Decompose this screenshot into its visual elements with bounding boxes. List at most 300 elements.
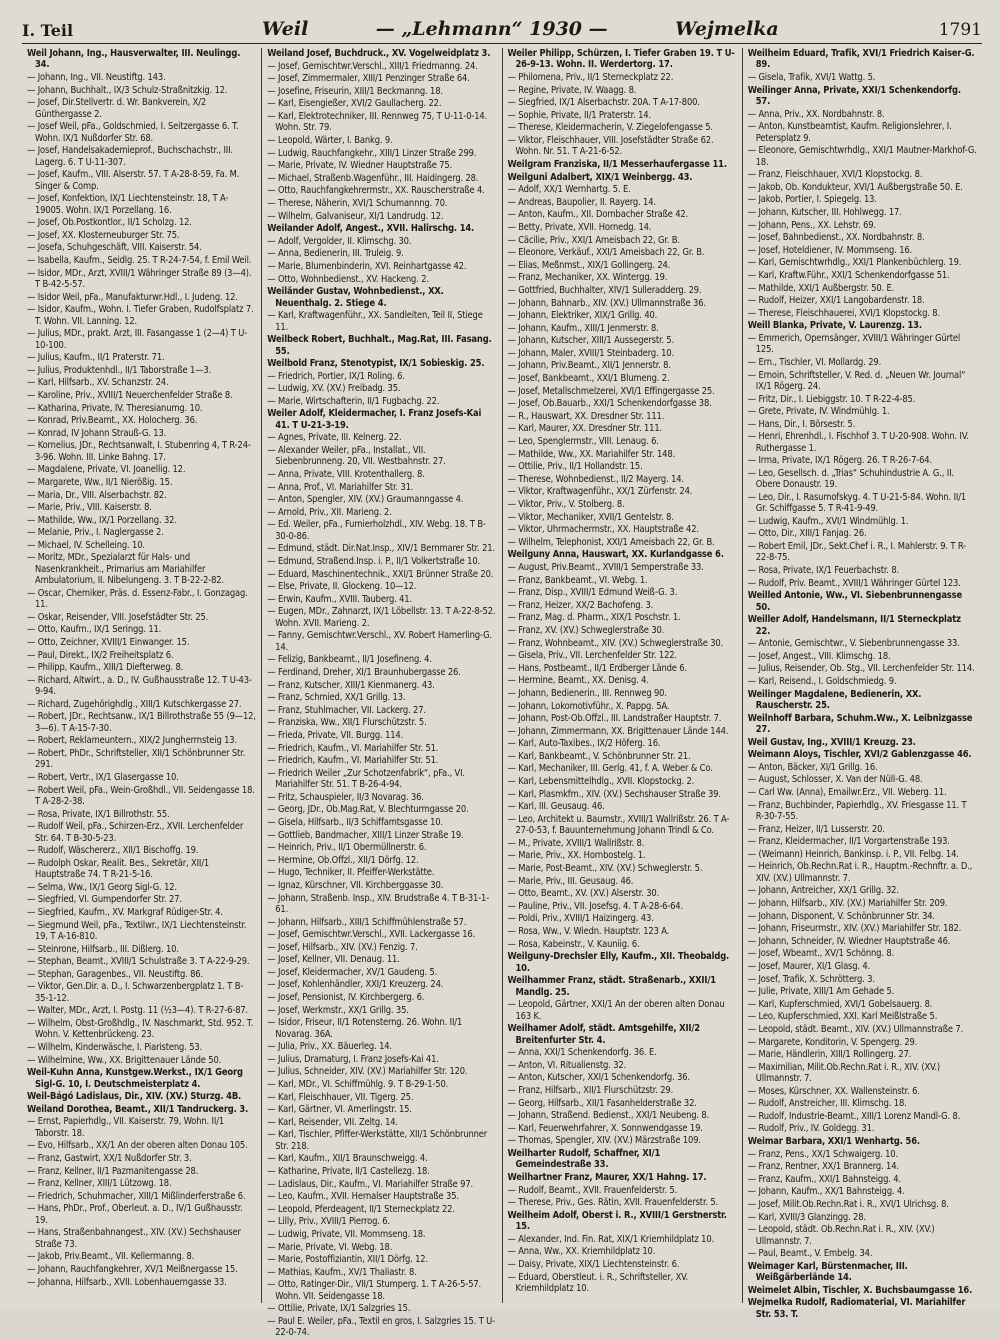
directory-entry: — Johann, Priv.Beamt., XII/1 Jennerstr. 8. xyxy=(507,360,671,372)
directory-entry: — Josef Weil, pFa., Goldschmied, I. Seitzergasse 6. T. Wohn. IX/1 Nußdorfer Str. 68. xyxy=(27,121,239,144)
directory-entry: — Franz, Fleischhauer, XVI/1 Klopstockg. 8. xyxy=(747,169,923,181)
directory-entry: Weiler Adolf, Kleidermacher, I. Franz Josefs-Kai 41. T U-21-3-19. xyxy=(267,408,482,431)
directory-entry: — Karl, Kaufm., XII/1 Braunschweigg. 4. xyxy=(267,1153,428,1165)
directory-entry: — Antonie, Gemischtwr., V. Siebenbrunnengasse 33. xyxy=(747,638,960,650)
directory-entry: — Franz, Hilfsarb., XII/1 Flurschützstr. 29. xyxy=(507,1084,674,1096)
directory-entry: — Franz, Pens., XX/1 Schwaigerg. 10. xyxy=(747,1148,898,1160)
directory-entry: — Josef, Hilfsarb., XIV. (XV.) Fenzig. 7. xyxy=(267,941,418,953)
directory-entry: — Josef, Kaufm., VIII. Alserstr. 57. T A-28-8-59, Fa. M. Singer & Comp. xyxy=(27,169,240,192)
directory-entry: — Karl, Kraftwagenführ., XX. Sandleiten, Teil II, Stiege 11. xyxy=(267,310,483,333)
directory-entry: — Rosa, Private, IX/1 Billrothstr. 55. xyxy=(27,808,170,820)
directory-entry: — Cäcilie, Priv., XXI/1 Ameisbach 22, Gr. B. xyxy=(507,234,680,246)
directory-entry: — Johann, Hilfsarb., XIII/1 Schiffmühlenstraße 57. xyxy=(267,916,467,928)
directory-entry: — Ernoin, Schriftsteller, V. Red. d. „Neuen Wr. Journal“ IX/1 Rögerg. 24. xyxy=(747,369,966,392)
directory-entry: — Regine, Private, IV. Waagg. 8. xyxy=(507,84,637,96)
directory-entry: — Ottilie, Priv., II/1 Hollandstr. 15. xyxy=(507,461,643,473)
directory-entry: — Anton, Kutscher, XXI/1 Schenkendorfg. 36. xyxy=(507,1072,690,1084)
directory-entry: — Johann, Rauchfangkehrer, XV/1 Meißnergasse 15. xyxy=(27,1263,238,1275)
directory-entry: — Franz, Gastwirt, XX/1 Nußdorfer Str. 3. xyxy=(27,1152,192,1164)
directory-entry: — Josef, Handelsakademieprof., Buchschachstr., III. Lagerg. 6. T U-11-307. xyxy=(27,145,233,168)
directory-entry: — Julia, Priv., XX. Bäuerleg. 14. xyxy=(267,1041,392,1053)
directory-entry: — Grete, Private, IV. Windmühlg. 1. xyxy=(747,406,890,418)
directory-entry: — Heinrich, Priv., II/1 Obermüllnerstr. 6. xyxy=(267,842,427,854)
directory-entry: — Viktor, Gen.Dir. a. D., I. Schwarzenbergplatz 1. T B-35-1-12. xyxy=(27,981,244,1004)
last-entry-word: Wejmelka xyxy=(675,18,779,40)
directory-entry: — Franz, Schmied, XX/1 Grillg. 13. xyxy=(267,692,406,704)
directory-entry: — Fritz, Schauspieler, II/3 Novarag. 36. xyxy=(267,791,424,803)
directory-entry: — Ludwig, Rauchfangkehr., XIII/1 Linzer Straße 299. xyxy=(267,147,477,159)
entry-columns xyxy=(22,48,982,1339)
directory-entry: — Marie, Priv., III. Geusaug. 46. xyxy=(507,875,634,887)
directory-entry: — August, Schlosser, X. Van der Nüll-G. 48. xyxy=(747,774,923,786)
directory-entry: Wejmelka Rudolf, Radiomaterial, VI. Mariahilfer Str. 53. T. xyxy=(747,1297,966,1320)
directory-entry: — Fanny, Gemischtwr.Verschl., XV. Robert Hamerling-G. 14. xyxy=(267,630,492,653)
directory-entry: — Siegmund Weil, pFa., Textilwr., IX/1 Liechtensteinstr. 19, T A-16-810. xyxy=(27,919,247,942)
directory-entry: — Josef, Gemischtwr.Verschl., XVII. Lackergasse 16. xyxy=(267,929,476,941)
directory-entry: — (Weimann) Heinrich, Bankinsp. i. P., VII. Felbg. 14. xyxy=(747,848,959,860)
directory-entry: — Josef, Kleidermacher, XV/1 Gaudeng. 5. xyxy=(267,966,438,978)
directory-entry: — Hermine, Beamt., XX. Denisg. 4. xyxy=(507,675,649,687)
directory-entry: — Rudolf, Priv., IV. Goldegg. 31. xyxy=(747,1123,875,1135)
directory-entry: — Wilhelm, Galvaniseur, XI/1 Landrudg. 12. xyxy=(267,210,444,222)
directory-entry: — Julius, Kaufm., II/1 Praterstr. 71. xyxy=(27,352,165,364)
directory-entry: — Mathias, Kaufm., XV/1 Thaliastr. 8. xyxy=(267,1266,417,1278)
directory-entry: — Rudolf, Beamt., XVII. Frauenfelderstr. 5. xyxy=(507,1184,678,1196)
directory-entry: — Josef, Wbeamt., XV/1 Schönng. 8. xyxy=(747,948,895,960)
directory-entry: — Johann, Friseurmstr., XIV. (XV.) Mariahilfer Str. 182. xyxy=(747,923,962,935)
directory-entry: — Georg, Hilfsarb., XII/1 Fasanhelderstraße 32. xyxy=(507,1097,697,1109)
directory-entry: — Marie, Händlerin, XIII/1 Rollingerg. 27. xyxy=(747,1049,912,1061)
section-label: I. Teil xyxy=(22,21,74,40)
directory-entry: — Siegfried, IX/1 Alserbachstr. 20A. T A-17-800. xyxy=(507,97,700,109)
directory-entry: — Karl, Mechaniker, III. Gerlg. 41, f. A. Weber & Co. xyxy=(507,763,713,775)
directory-entry: — Isidor, Friseur, II/1 Rotensterng. 26. Wohn. II/1 Novarag. 36A. xyxy=(267,1017,463,1040)
directory-entry: — Hermine, Ob.Offzl., XII/1 Dörfg. 12. xyxy=(267,854,419,866)
directory-entry: — Marie, Priv., XX. Hornbostelg. 1. xyxy=(507,850,646,862)
directory-entry: — Ernst, Papierhdlg., VII. Kaiserstr. 79, Wohn. II/1 Taborstr. 18. xyxy=(27,1116,225,1139)
directory-entry: — Hans, Dir., I. Börsestr. 5. xyxy=(747,418,856,430)
directory-entry: — Magdalene, Private, VI. Joanellig. 12. xyxy=(27,464,186,476)
directory-entry: — Karl, Fleischhauer, VII. Tigerg. 25. xyxy=(267,1091,414,1103)
directory-entry: — Viktor, Kraftwagenführ., XX/1 Zürfenstr. 24. xyxy=(507,486,693,498)
directory-entry: — Karl, Auto-Taxibes., IX/2 Höferg. 16. xyxy=(507,738,661,750)
directory-entry: — Franz, Kleidermacher, II/1 Vorgartenstraße 193. xyxy=(747,836,950,848)
directory-entry: — Leopold, Wärter, I. Bankg. 9. xyxy=(267,134,393,146)
directory-entry: — Johann, Elektriker, XIX/1 Grillg. 40. xyxy=(507,310,658,322)
column-4 xyxy=(743,48,982,1320)
first-entry-word: Weil xyxy=(262,18,309,40)
directory-entry: — Josef, Maurer, XI/1 Glasg. 4. xyxy=(747,960,871,972)
directory-entry: Weilguny Anna, Hauswart, XX. Kurlandgasse 6. xyxy=(507,549,724,561)
directory-entry: — Franz, Disp., XVIII/1 Edmund Weiß-G. 3. xyxy=(507,587,678,599)
directory-entry: — Else, Private, II. Glockeng. 10—12. xyxy=(267,581,417,593)
directory-entry: Weimelet Albin, Tischler, X. Buchsbaumgasse 16. xyxy=(747,1284,973,1296)
directory-entry: — Franz, Wohnbeamt., XIV. (XV.) Schweglerstraße 30. xyxy=(507,637,724,649)
directory-entry: — Anton, Bäcker, XI/1 Grillg. 16. xyxy=(747,761,878,773)
directory-entry: — Karl, III. Geusaug. 46. xyxy=(507,801,605,813)
directory-entry: — Steinrone, Hilfsarb., III. Dißlerg. 10. xyxy=(27,943,179,955)
directory-entry: — Thomas, Spengler, XIV. (XV.) Märzstraße 109. xyxy=(507,1135,701,1147)
directory-entry: — Julius, MDr., prakt. Arzt, III. Fasangasse 1 (2—4) T U-10-100. xyxy=(27,328,248,351)
directory-entry: — Karl, Reisend., I. Goldschmiedg. 9. xyxy=(747,676,897,688)
directory-entry: — Philomena, Priv., II/1 Sterneckplatz 22. xyxy=(507,72,674,83)
directory-entry: — Viktor, Uhrmachermstr., XX. Hauptstraße 42. xyxy=(507,524,699,536)
directory-entry: — Gottlieb, Bandmacher, XIII/1 Linzer Straße 19. xyxy=(267,829,464,841)
directory-entry: — Marie, Private, VI. Webg. 18. xyxy=(267,1241,393,1253)
directory-entry: — Elias, Meßnmst., XIX/1 Gollingerg. 24. xyxy=(507,259,671,271)
directory-entry: — Ern., Tischler, VI. Mollardg. 29. xyxy=(747,356,882,368)
directory-entry: — Daisy, Private, XIX/1 Liechtensteinstr. 6. xyxy=(507,1258,680,1270)
directory-entry: — Maria, Dr., VIII. Alserbachstr. 82. xyxy=(27,489,167,501)
directory-entry: — Johann, Disponent, V. Schönbrunner Str. 34. xyxy=(747,910,935,922)
directory-entry: — Rudolf Weil, pFa., Schirzen-Erz., XVII. Lerchenfelder Str. 64. T B-30-5-23. xyxy=(27,821,244,844)
directory-entry: — Franz, Bankbeamt., VI. Webg. 1. xyxy=(507,574,648,586)
directory-entry: — Ludwig, Kaufm., XVI/1 Windmühlg. 1. xyxy=(747,515,909,527)
directory-entry: Weilgram Franziska, II/1 Messerhaufergasse 11. xyxy=(507,158,727,170)
directory-entry: — Karl, Lebensmittelhdlg., XVII. Klopstockg. 2. xyxy=(507,776,695,788)
directory-entry: — Eleonore, Verkäuf., XXI/1 Ameisbach 22, Gr. B. xyxy=(507,247,705,259)
directory-entry: Weimager Karl, Bürstenmacher, III. Weißgärberlände 14. xyxy=(747,1260,908,1284)
directory-entry: — Robert Weil, pFa., Wein-Großhdl., VII. Seidengasse 18. T A-28-2-38. xyxy=(27,784,255,808)
directory-entry: — Otto, Wohnbedienst., XV. Hackeng. 2. xyxy=(267,273,429,285)
directory-entry: — Gottfried, Buchhalter, XIV/1 Sulleradderg. 29. xyxy=(507,284,702,296)
directory-entry: — Arnold, Priv., XII. Marieng. 2. xyxy=(267,506,392,518)
directory-entry: — Therese, Kleidermacherin, V. Ziegelofengasse 5. xyxy=(507,122,713,134)
directory-entry: — Franz, Rentner, XX/1 Brannerg. 14. xyxy=(747,1161,899,1173)
directory-entry: — Viktor, Mechaniker, XVII/1 Gentelstr. 8. xyxy=(507,511,674,523)
directory-entry: — Stephan, Beamt., XVIII/1 Schulstraße 3. T A-22-9-29. xyxy=(27,956,250,968)
directory-entry: — Julius, Schneider, XIV. (XV.) Mariahilfer Str. 120. xyxy=(267,1066,468,1078)
directory-entry: — Josef, Werkmstr., XX/1 Grillg. 35. xyxy=(267,1004,409,1016)
directory-entry: — Karl, Eisengießer, XVI/2 Gaullacherg. 22. xyxy=(267,98,442,110)
directory-entry: Weilharter Rudolf, Schaffner, XI/1 Gemeindestraße 33. xyxy=(507,1147,661,1171)
directory-entry: — Robert, Vertr., IX/1 Glasergasse 10. xyxy=(27,772,179,784)
directory-entry: — Leo, Gesellsch. d. „Trias“ Schuhindustrie A. G., II. Obere Donaustr. 19. xyxy=(747,467,954,491)
directory-entry: — Franz, Kaufm., XXI/1 Bahnsteigg. 4. xyxy=(747,1173,901,1185)
directory-entry: — Eduard, Maschinentechnik., XXI/1 Brünner Straße 20. xyxy=(267,568,494,580)
directory-entry: Weimann Aloys, Tischler, XVI/2 Gablenzgasse 46. xyxy=(747,749,972,761)
directory-entry: — M., Private, XVIII/1 Wallrißstr. 8. xyxy=(507,837,645,849)
directory-entry: — Johann, Bahnarb., XIV. (XV.) Ullmannstraße 36. xyxy=(507,297,706,309)
directory-entry: — Jakob, Ob. Kondukteur, XVI/1 Außbergstraße 50. E. xyxy=(747,181,963,193)
directory-entry: — Karoline, Priv., XVIII/1 Neuerchenfelder Straße 8. xyxy=(27,389,233,401)
directory-entry: — Otto, Zeichner, XVIII/1 Einwanger. 15. xyxy=(27,637,190,649)
directory-entry: — Johann, Post-Ob.Offzl., III. Landstraßer Hauptstr. 7. xyxy=(507,713,722,725)
directory-entry: — Mathilde, Ww., XX. Mariahilfer Str. 148. xyxy=(507,448,676,460)
directory-entry: — Johann, Hilfsarb., XIV. (XV.) Mariahilfer Str. 209. xyxy=(747,897,948,909)
directory-entry: — Rudolf, Industrie-Beamt., XIII/1 Lorenz Mandl-G. 8. xyxy=(747,1110,961,1122)
directory-entry: — Selma, Ww., IX/1 Georg Sigl-G. 12. xyxy=(27,881,177,893)
column-2 xyxy=(262,48,502,1339)
directory-entry: — Robert, PhDr., Schriftsteller, XII/1 Schönbrunner Str. 291. xyxy=(27,748,246,771)
directory-entry: — Anton, VI. Ritualienstg. 32. xyxy=(507,1059,627,1071)
directory-entry: — Ladislaus, Dir., Kaufm., VI. Mariahilfer Straße 97. xyxy=(267,1178,474,1190)
directory-entry: — Karl, Plasmkfm., XIV. (XV.) Sechshauser Straße 39. xyxy=(507,788,721,800)
directory-entry: — Johann, Kutscher, XIII/1 Aussegerstr. 5. xyxy=(507,335,675,347)
directory-entry: — Johann, Kaufm., XX/1 Bahnsteigg. 4. xyxy=(747,1186,905,1198)
directory-entry: — Karl, Bankbeamt., V. Schönbrunner Str. 21. xyxy=(507,750,691,762)
directory-entry: — Leo, Dir., I. Rasumofskyg. 4. T U-21-5-84. Wohn. II/1 Gr. Schiffgasse 5. T R-41-9-49. xyxy=(747,491,967,515)
column-1 xyxy=(22,48,262,1303)
directory-entry: — Johann, Straßenb. Insp., XIV. Brudstraße 4. T B-31-1-61. xyxy=(267,892,490,915)
directory-entry: — Viktor, Priv., V. Stolberg. 8. xyxy=(507,499,625,510)
directory-entry: — Ignaz, Kürschner, VII. Kirchberggasse 30. xyxy=(267,879,444,891)
directory-entry: — Margarete, Ww., II/1 Nierößig. 15. xyxy=(27,476,173,488)
directory-entry: — Richard, Altwirt., a. D., IV. Gußhausstraße 12. T U-43-9-94. xyxy=(27,674,252,698)
directory-entry: Weilhammer Franz, städt. Straßenarb., XXII/1 Mandlg. 25. xyxy=(507,975,716,998)
directory-entry: — Evo, Hilfsarb., XX/1 An der oberen alten Donau 105. xyxy=(27,1140,248,1152)
directory-entry: Weilander Adolf, Angest., XVII. Halirschg. 14. xyxy=(267,223,475,235)
directory-entry: Weiland Josef, Buchdruck., XV. Vogelweidplatz 3. xyxy=(267,48,491,59)
directory-entry: — Karl, MDr., VI. Schiffmühlg. 9. T B-29-1-50. xyxy=(267,1079,449,1091)
directory-entry: — Anton, Spengler, XIV. (XV.) Graumanngasse 4. xyxy=(267,494,464,506)
directory-entry: — Josefa, Schuhgeschäft, VIII. Kaiserstr. 54. xyxy=(27,242,202,254)
directory-entry: — Gisela, Trafik, XVI/1 Wattg. 5. xyxy=(747,72,876,83)
directory-entry: — Siegfried, Kaufm., XV. Markgraf Rüdiger-Str. 4. xyxy=(27,907,223,918)
directory-entry: — Rudolph Oskar, Realit. Bes., Sekretär, XII/1 Hauptstraße 74. T R-21-5-16. xyxy=(27,857,210,881)
directory-entry: — Siegfried, VI. Gumpendorfer Str. 27. xyxy=(27,894,182,906)
directory-entry: — Marie, Post-Beamt., XIV. (XV.) Schweglerstr. 5. xyxy=(507,863,703,875)
page-number: 1791 xyxy=(938,20,982,40)
directory-entry: — Wilhelmine, Ww., XX. Brigittenauer Lände 50. xyxy=(27,1054,222,1066)
directory-entry: — Friedrich Weiler „Zur Schotzenfabrik“, pFa., VI. Mariahilfer Str. 51. T B-26-4-94. xyxy=(267,767,465,791)
directory-entry: — Karl, Maurer, XX. Dresdner Str. 111. xyxy=(507,423,663,435)
directory-entry: Weilguny-Drechsler Elly, Kaufm., XII. Theobaldg. 10. xyxy=(507,951,730,974)
directory-entry: — Julius, Reisender, Ob. Stg., VII. Lerchenfelder Str. 114. xyxy=(747,663,975,675)
directory-entry: — Rosa, Kabeinstr., V. Kauniig. 6. xyxy=(507,938,640,950)
directory-entry: — Frieda, Private, VII. Burgg. 114. xyxy=(267,729,404,741)
directory-entry: Weil Johann, Ing., Hausverwalter, III. Neulingg. 34. xyxy=(27,48,241,71)
directory-entry: — Michael, Straßenb.Wagenführ., III. Haidingerg. 28. xyxy=(267,172,479,184)
directory-entry: — Josef, Kohlenhändler, XXI/1 Kreuzerg. 24. xyxy=(267,979,444,991)
directory-entry: — Melanie, Priv., I. Naglergasse 2. xyxy=(27,527,164,539)
directory-entry: — Therese, Priv., Ges. Rätin, XVII. Frauenfelderstr. 5. xyxy=(507,1197,719,1209)
directory-entry: — Oscar, Chemiker, Präs. d. Essenz-Fabr., I. Gonzagag. 11. xyxy=(27,587,248,611)
directory-entry: — Otto, Beamt., XV. (XV.) Alserstr. 30. xyxy=(507,888,660,900)
directory-entry: — Julie, Private, XIII/1 Am Gehade 5. xyxy=(747,986,895,998)
directory-entry: — Robert, JDr., Rechtsanw., IX/1 Billrothstraße 55 (9—12, 3—6). T A-15-7-30. xyxy=(27,711,256,734)
directory-entry: — Therese, Fleischhauerei, XVI/1 Klopstockg. 8. xyxy=(747,307,940,319)
directory-entry: — Wilhelm, Telephonist, XXI/1 Ameisbach 22, Gr. B. xyxy=(507,536,715,548)
directory-entry: — Katharina, Private, IV. Theresianumg. 10. xyxy=(27,402,203,414)
directory-entry: — Rosa, Private, IX/1 Feuerbachstr. 8. xyxy=(747,565,899,577)
directory-entry: — Karl, Gemischtwrhdlg., XXI/1 Plankenbüchlerg. 19. xyxy=(747,257,962,269)
directory-entry: — Josef, Metallschmelzerei, XVI/1 Effingergasse 25. xyxy=(507,385,715,397)
directory-entry: — Ed. Weiler, pFa., Furnierholzhdl., XIV. Webg. 18. T B-30-0-86. xyxy=(267,519,486,542)
directory-entry: — Leo, Kupferschmied, XXI. Karl Meißlstraße 5. xyxy=(747,1011,938,1023)
directory-entry: — Hans, Postbeamt., II/1 Erdberger Lände 6. xyxy=(507,662,687,674)
directory-entry: — Karl, XVIII/3 Glanzingg. 28. xyxy=(747,1211,866,1223)
directory-entry: — Isabella, Kaufm., Seidlg. 25. T R-24-7-54, f. Emil Weil. xyxy=(27,254,252,266)
directory-entry: — Therese, Wohnbedienst., II/2 Mayerg. 14. xyxy=(507,473,684,485)
directory-entry: Weilhamer Adolf, städt. Amtsgehilfe, XII/2 Breitenfurter Str. 4. xyxy=(507,1023,700,1046)
directory-entry: — Hans, Straßenbahnangest., XIV. (XV.) Sechshauser Straße 73. xyxy=(27,1227,241,1250)
directory-entry: — Gisela, Priv., VII. Lerchenfelder Str. 122. xyxy=(507,650,677,662)
directory-entry: — Leo, Spenglermstr., VIII. Lenaug. 6. xyxy=(507,436,659,448)
directory-entry: Weilnhoff Barbara, Schuhm.Ww., X. Leibnizgasse 27. xyxy=(747,712,973,736)
directory-entry: Weilbeck Robert, Buchhalt., Mag.Rat, III. Fasang. 55. xyxy=(267,334,492,357)
directory-entry: — Karl, Elektrotechniker, III. Rennweg 75, T U-11-0-14. Wohn. Str. 79. xyxy=(267,110,488,134)
directory-entry: — Josef, Hoteldiener, IV. Mommseng. 16. xyxy=(747,244,913,256)
directory-entry: — Marie, Postoffiziantin, XII/1 Dörfg. 12. xyxy=(267,1254,428,1266)
directory-entry: — Friedrich, Portier, IX/1 Roling. 6. xyxy=(267,370,405,382)
column-3 xyxy=(503,48,743,1303)
directory-entry: Weil Gustav, Ing., XVIII/1 Kreuzg. 23. xyxy=(747,736,916,748)
directory-entry: — Therese, Näherin, XVI/1 Schumannng. 70. xyxy=(267,197,448,209)
directory-entry: — Moritz, MDr., Spezialarzt für Hals- und Nasenkrankheit., Primarius am Mariahilfer Ambulatorium, II. Nibelungeng. 3. T B-22-2-82. xyxy=(27,552,224,587)
directory-entry: — Rudolf, Priv. Beamt., XVIII/1 Währinger Gürtel 123. xyxy=(747,577,961,589)
directory-entry: — Konrad, IV Johann Strauß-G. 13. xyxy=(27,427,167,439)
directory-entry: — Andreas, Baupolier, II. Rayerg. 14. xyxy=(507,196,656,208)
directory-entry: — Karl, Hilfsarb., XV. Schanzstr. 24. xyxy=(27,377,169,389)
directory-entry: — Alexander Weiler, pFa., Installat., VII. Siebenbrunneng. 20, VII. Westbahnstr. 27. xyxy=(267,445,446,468)
directory-entry: — Betty, Private, XVII. Hornedg. 14. xyxy=(507,221,652,233)
directory-entry: — Johann, Pens., XX. Lehstr. 69. xyxy=(747,219,876,231)
directory-entry: — Franz, Mag. d. Pharm., XIX/1 Poschstr. 1. xyxy=(507,612,681,624)
directory-entry: — Marie, Private, IV. Wiedner Hauptstraße 75. xyxy=(267,160,453,172)
directory-entry: — Hugo, Techniker, II. Pfeiffer-Werkstätte. xyxy=(267,867,435,879)
directory-entry: — Irma, Private, IX/1 Rögerg. 26. T R-26-7-64. xyxy=(747,455,932,467)
directory-entry: — Franz, Heizer, II/1 Lusserstr. 20. xyxy=(747,823,885,835)
directory-entry: — Johanna, Hilfsarb., XVII. Lobenhauerngasse 33. xyxy=(27,1276,227,1288)
directory-entry: — Paul E. Weiler, pFa., Textil en gros, I. Salzgries 15. T U-22-0-74. xyxy=(267,1315,496,1339)
directory-entry: — Wilhelm, Kinderwäsche, I. Piaristeng. 53. xyxy=(27,1041,203,1053)
directory-entry: — Oskar, Reisender, VIII. Josefstädter Str. 25. xyxy=(27,611,209,623)
directory-entry: — Margarete, Konditorin, V. Spengerg. 29. xyxy=(747,1036,918,1048)
directory-entry: — Rudolf, Anstreicher, III. Klimschg. 18. xyxy=(747,1098,907,1110)
directory-entry: — Leo, Kaufm., XVII. Hernalser Hauptstraße 35. xyxy=(267,1191,459,1203)
directory-entry: — Franz, Kellner, XIII/1 Lützowg. 18. xyxy=(27,1178,172,1190)
directory-entry: — Anna, XXI/1 Schenkendorfg. 36. E. xyxy=(507,1047,657,1059)
directory-entry: Weil-Bágó Ladislaus, Dir., XIV. (XV.) Sturzg. 4B. xyxy=(27,1091,242,1103)
directory-entry: — Johann, Zimmermann, XX. Brigittenauer Lände 144. xyxy=(507,725,729,737)
directory-entry: — Johann, Schneider, IV. Wiedner Hauptstraße 46. xyxy=(747,935,951,947)
directory-title: — „Lehmann“ 1930 — xyxy=(375,18,608,40)
directory-entry: — Maximilian, Milit.Ob.Rechn.Rat i. R., XIV. (XV.) Ullmannstr. 7. xyxy=(747,1061,941,1085)
page-header xyxy=(22,10,982,44)
directory-entry: — Heinrich, Ob.Rechn.Rat i. R., Hauptm.-Rechnftr. a. D., XIV. (XV.) Ullmannstr. 7. xyxy=(747,861,973,884)
directory-entry: Weiland Dorothea, Beamt., XII/1 Tandruckerg. 3. xyxy=(27,1103,249,1115)
directory-entry: — Robert Emil, JDr., Sekt.Chef i. R., I. Mahlerstr. 9. T R-22-8-75. xyxy=(747,541,967,564)
directory-entry: — Josef, Zimmermaler, XIII/1 Penzinger Straße 64. xyxy=(267,73,470,85)
directory-entry: — Richard, Zugehörighdlg., XIII/1 Kutschkergasse 27. xyxy=(27,698,242,710)
directory-entry: — Robert, Reklameuntern., XIX/2 Jungherrnsteig 13. xyxy=(27,735,237,747)
directory-entry: — Otto, Rauchfangkehrermstr., XX. Rauscherstraße 4. xyxy=(267,185,485,197)
directory-entry: — Leo, Architekt u. Baumstr., XVIII/1 Wallrißstr. 26. T A-27-0-53, f. Bauunternehmung Johann Trindl & Co. xyxy=(507,813,730,837)
directory-entry: — Adolf, Vergolder, II. Klimschg. 30. xyxy=(267,235,412,247)
directory-entry: — Ludwig, XV. (XV.) Freibadg. 35. xyxy=(267,383,401,395)
directory-entry: Weilguni Adalbert, XIX/1 Weinbergg. 43. xyxy=(507,171,693,183)
directory-entry: — Karl, Feuerwehrfahrer, X. Sonnwendgasse 19. xyxy=(507,1122,703,1134)
directory-entry: — Johann, Maler, XVIII/1 Steinbaderg. 10. xyxy=(507,347,674,359)
directory-entry: — Marie, Blumenbinderin, XVI. Reinhartgasse 42. xyxy=(267,260,467,272)
directory-entry: Weilinger Magdalene, Bedienerin, XX. Rauscherstr. 25. xyxy=(747,688,922,712)
directory-entry: — Rosa, Ww., V. Wiedn. Hauptstr. 123 A. xyxy=(507,926,670,937)
directory-entry: — Johann, Buchhalt., IX/3 Schulz-Straßnitzkig. 12. xyxy=(27,84,228,96)
directory-entry: — Anna, Private, VIII. Krotenthallerg. 8. xyxy=(267,469,425,481)
directory-entry: — Agnes, Private, III. Kelnerg. 22. xyxy=(267,432,402,444)
directory-entry: — Isidor, MDr., Arzt, XVIII/1 Währinger Straße 89 (3—4). T B-42-5-57. xyxy=(27,267,252,290)
directory-entry: — Karl, Reisender, VII. Zeltg. 14. xyxy=(267,1116,398,1128)
directory-entry: — Ferdinand, Dreher, XI/1 Braunhubergasse 26. xyxy=(267,667,461,678)
directory-entry: — Viktor, Fleischhauer, VIII. Josefstädter Straße 62. Wohn. Nr. 51. T A-21-6-52. xyxy=(507,134,714,158)
directory-entry: — Julius, Dramaturg, I. Franz Josefs-Kai 41. xyxy=(267,1053,439,1065)
directory-entry: — Leopold, städt. Ob.Rechn.Rat i. R., XIV. (XV.) Ullmannstr. 7. xyxy=(747,1224,935,1247)
directory-entry: — Franziska, Ww., XII/1 Flurschützstr. 5. xyxy=(267,717,427,729)
directory-entry: — Erwin, Kaufm., XVIII. Tauberg. 41. xyxy=(267,593,412,605)
directory-entry: — Karl, Kupferschmied, XVI/1 Gobelsauerg. 8. xyxy=(747,998,933,1010)
directory-entry: — Isidor Weil, pFa., Manufakturwr.Hdl., I. Judeng. 12. xyxy=(27,291,238,303)
directory-entry: — Leopold, Gärtner, XXI/1 An der oberen alten Donau 163 K. xyxy=(507,999,725,1022)
directory-entry: — Anna, Ww., XX. Kriemhildplatz 10. xyxy=(507,1246,656,1258)
directory-entry: — Eduard, Oberstleut. i. R., Schriftsteller, XV. Kriemhildplatz 10. xyxy=(507,1271,689,1294)
directory-entry: — Michael, IV. Schelleing. 10. xyxy=(27,539,145,551)
directory-entry: — Wilhelm, Obst-Großhdlg., IV. Naschmarkt, Std. 952. T. Wohn. V. Kettenbrückeng. 23. xyxy=(27,1017,254,1041)
directory-entry: — Josef, Ob.Bauarb., XXI/1 Schenkendorfgasse 38. xyxy=(507,398,712,410)
directory-entry: — Franz, XV. (XV.) Schweglerstraße 30. xyxy=(507,624,665,636)
directory-entry: — Franz, Heizer, XX/2 Bachofeng. 3. xyxy=(507,599,654,611)
directory-entry: Weil-Kuhn Anna, Kunstgew.Werkst., IX/1 Georg Sigl-G. 10, I. Deutschmeisterplatz 4. xyxy=(27,1067,243,1090)
directory-entry: — Eleonore, Gemischtwrhdlg., XXI/1 Mautner-Markhof-G. 18. xyxy=(747,145,977,168)
directory-entry: — Johann, Straßend. Bedienst., XXI/1 Neubeng. 8. xyxy=(507,1110,710,1122)
directory-entry: — Georg, JDr., Ob.Mag.Rat, V. Blechturmgasse 20. xyxy=(267,804,469,816)
directory-entry: — Otto, Kaufm., IX/1 Seringg. 11. xyxy=(27,624,162,636)
directory-entry: — Johann, Antreicher, XX/1 Grillg. 32. xyxy=(747,885,899,897)
directory-entry: Weiländer Gustav, Wohnbedienst., XX. Neuenthalg. 2. Stiege 4. xyxy=(267,286,444,309)
directory-entry: Weimar Barbara, XXI/1 Wenhartg. 56. xyxy=(747,1136,920,1148)
directory-entry: — August, Priv.Beamt., XVIII/1 Semperstraße 33. xyxy=(507,561,704,573)
directory-entry: — Lilly, Priv., XVIII/1 Pierrog. 6. xyxy=(267,1216,390,1228)
directory-entry: — Josef, Dir.Stellvertr. d. Wr. Bankverein, X/2 Günthergasse 2. xyxy=(27,97,207,120)
directory-entry: — Friedrich, Kaufm., VI. Mariahilfer Str. 51. xyxy=(267,742,439,754)
directory-entry: — Josef, Milit.Ob.Rechn.Rat i. R., XVI/1 Ulrichsg. 8. xyxy=(747,1199,949,1211)
directory-entry: — Friedrich, Schuhmacher, XIII/1 Mißlinderferstraße 6. xyxy=(27,1190,246,1202)
directory-entry: — Emmerich, Opernsänger, XVIII/1 Währinger Gürtel 125. xyxy=(747,332,961,356)
directory-entry: — Carl Ww. (Anna), Emailwr.Erz., VII. Weberg. 11. xyxy=(747,787,947,798)
directory-entry: — Josef, Gemischtwr.Verschl., XIII/1 Friedmanng. 24. xyxy=(267,60,478,72)
directory-entry: — Josef, Konfektion, IX/1 Liechtensteinstr. 18, T A-19005. Wohn. IX/1 Porzellang. 16. xyxy=(27,193,229,216)
directory-entry: Weilinger Anna, Private, XXI/1 Schenkendorfg. 57. xyxy=(747,84,961,107)
directory-entry: Weiler Philipp, Schürzen, I. Tiefer Graben 19. T U-26-9-13. Wohn. II. Werdertorg. 17. xyxy=(507,48,735,71)
directory-entry: — Adolf, XX/1 Wernhartg. 5. E. xyxy=(507,184,631,196)
directory-entry: — Mathilde, XXI/1 Außbergstr. 50. E. xyxy=(747,282,895,294)
directory-entry: — Josef, Kellner, VII. Denaug. 11. xyxy=(267,954,400,966)
directory-entry: — Karl, Kraftw.Führ., XXI/1 Schenkendorfgasse 51. xyxy=(747,269,950,281)
directory-entry: — Poldi, Priv., XVIII/1 Haizingerg. 43. xyxy=(507,913,654,925)
directory-entry: — Josef, Pensionist, IV. Kirchbergerg. 6. xyxy=(267,992,425,1004)
directory-entry: — Paul, Direkt., IX/2 Freiheitsplatz 6. xyxy=(27,649,174,661)
directory-entry: — Rudolf, Heizer, XXI/1 Langobardenstr. 18. xyxy=(747,295,925,307)
directory-entry: — Marie, Wirtschafterin, II/1 Fugbachg. 22. xyxy=(267,395,440,407)
directory-entry: — Josef, Bankbeamt., XXI/1 Blumeng. 2. xyxy=(507,373,670,385)
directory-entry: — Franz, Kellner, II/1 Pazmanitengasse 28. xyxy=(27,1165,199,1177)
directory-entry: — Mathilde, Ww., IX/1 Porzellang. 32. xyxy=(27,514,177,526)
directory-entry: — Franz, Stuhlmacher, VII. Lackerg. 27. xyxy=(267,704,426,716)
directory-entry: — Josef, Bahnbedienst., XX. Nordbahnstr. 8. xyxy=(747,232,925,244)
directory-entry: — Otto, Ratinger-Dir., VII/1 Stumperg. 1. T A-26-5-57. Wohn. VII. Seidengasse 18. xyxy=(267,1279,482,1302)
directory-entry: — Gisela, Hilfsarb., II/3 Schiffamtsgasse 10. xyxy=(267,816,443,828)
directory-entry: — Henri, Ehrenhdl., I. Fischhof 3. T U-20-908. Wohn. IV. Ruthergasse 1. xyxy=(747,431,969,454)
directory-entry: Weilled Antonie, Ww., VI. Siebenbrunnengasse 50. xyxy=(747,590,962,613)
header-left-group xyxy=(22,18,308,40)
directory-entry: — Anton, Kaufm., XII. Dornbacher Straße 42. xyxy=(507,209,689,221)
directory-entry: — Anton, Kunstbeamtist, Kaufm. Religionslehrer, I. Petersplatz 9. xyxy=(747,121,952,144)
directory-entry: — Johann, Lokomotivführ., X. Pappg. 5A. xyxy=(507,700,670,712)
directory-entry: — Felizig, Bankbeamt., II/1 Josefineng. 4. xyxy=(267,654,432,666)
directory-entry: — Sophie, Private, II/1 Praterstr. 14. xyxy=(507,109,651,121)
directory-entry: — Konrad, Priv.Beamt., XX. Holocherg. 36. xyxy=(27,415,198,427)
directory-entry: — Eugen, MDr., Zahnarzt, IX/1 Löbellstr. 13. T A-22-8-52. Wohn. XVII. Marieng. 2. xyxy=(267,606,496,629)
